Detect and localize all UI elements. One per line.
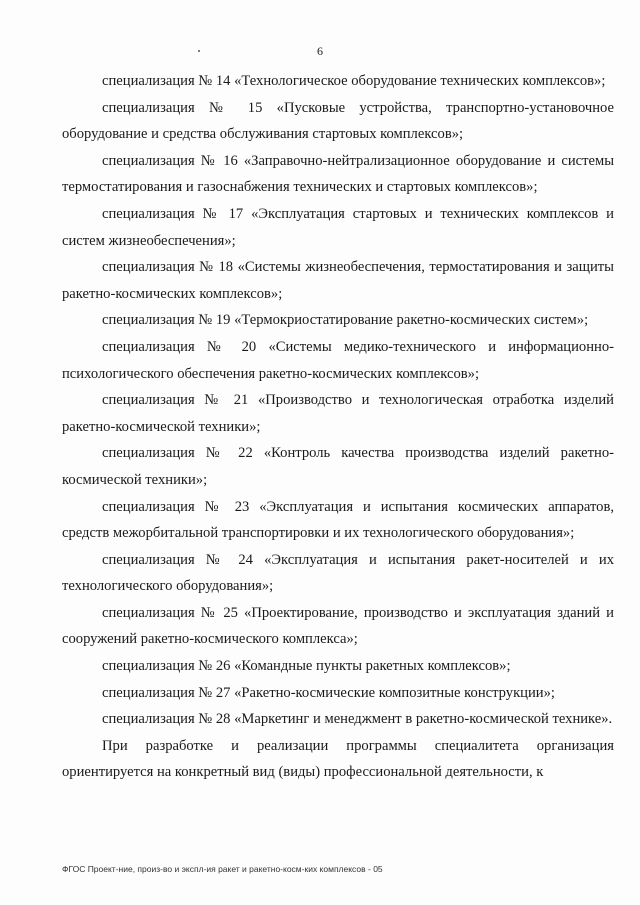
- paragraph-program-development: При разработке и реализации программы специалитета организация ориентируется на конкретный вид (виды) профессиональной деятельности, к: [62, 737, 614, 781]
- paragraph-specialization-22: специализация № 22 «Контроль качества производства изделий ракетно-космической техники»;: [62, 445, 614, 488]
- page-footer: ФГОС Проект-ние, произ-во и экспл-ия ракет и ракетно-косм-ких комплексов - 05: [62, 864, 383, 874]
- paragraph-specialization-24: специализация № 24 «Эксплуатация и испытания ракет-носителей и их технологического оборудования»;: [62, 551, 614, 595]
- document-body: [62, 68, 614, 786]
- paragraph-specialization-27: специализация № 27 «Ракетно-космические композитные конструкции»;: [102, 684, 555, 701]
- paragraph-specialization-20: специализация № 20 «Системы медико-технического и информационно-психологического обеспечения ракетно-космических комплексов»;: [62, 338, 614, 382]
- paragraph-specialization-26: специализация № 26 «Командные пункты ракетных комплексов»;: [102, 658, 511, 675]
- paragraph-specialization-17: специализация № 17 «Эксплуатация стартовых и технических комплексов и систем жизнеобеспечения»;: [62, 205, 614, 249]
- paragraph-specialization-28: специализация № 28 «Маркетинг и менеджмент в ракетно-космической технике».: [102, 711, 613, 728]
- paragraph-specialization-23: специализация № 23 «Эксплуатация и испытания космических аппаратов, средств межорбитальной транспортировки и их технологического оборудования»;: [62, 498, 614, 542]
- paragraph-specialization-21: специализация № 21 «Производство и технологическая отработка изделий ракетно-космической техники»;: [62, 392, 614, 435]
- paragraph-specialization-15: специализация № 15 «Пусковые устройства, транспортно-установочное оборудование и средства обслуживания стартовых комплексов»;: [62, 99, 614, 143]
- paragraph-specialization-16: специализация № 16 «Заправочно-нейтрализационное оборудование и системы термостатирования и газоснабжения технических и стартовых комплексов»;: [62, 152, 614, 196]
- paragraph-specialization-25: специализация № 25 «Проектирование, производство и эксплуатация зданий и сооружений ракетно-космического комплекса»;: [62, 604, 614, 648]
- paragraph-specialization-19: специализация № 19 «Термокриостатирование ракетно-космических систем»;: [102, 312, 589, 329]
- paragraph-specialization-14: специализация № 14 «Технологическое оборудование технических комплексов»;: [102, 73, 606, 89]
- scan-speck: [198, 50, 200, 52]
- page-number: 6: [317, 44, 323, 58]
- paragraph-specialization-18: специализация № 18 «Системы жизнеобеспечения, термостатирования и защиты ракетно-космических комплексов»;: [62, 259, 614, 302]
